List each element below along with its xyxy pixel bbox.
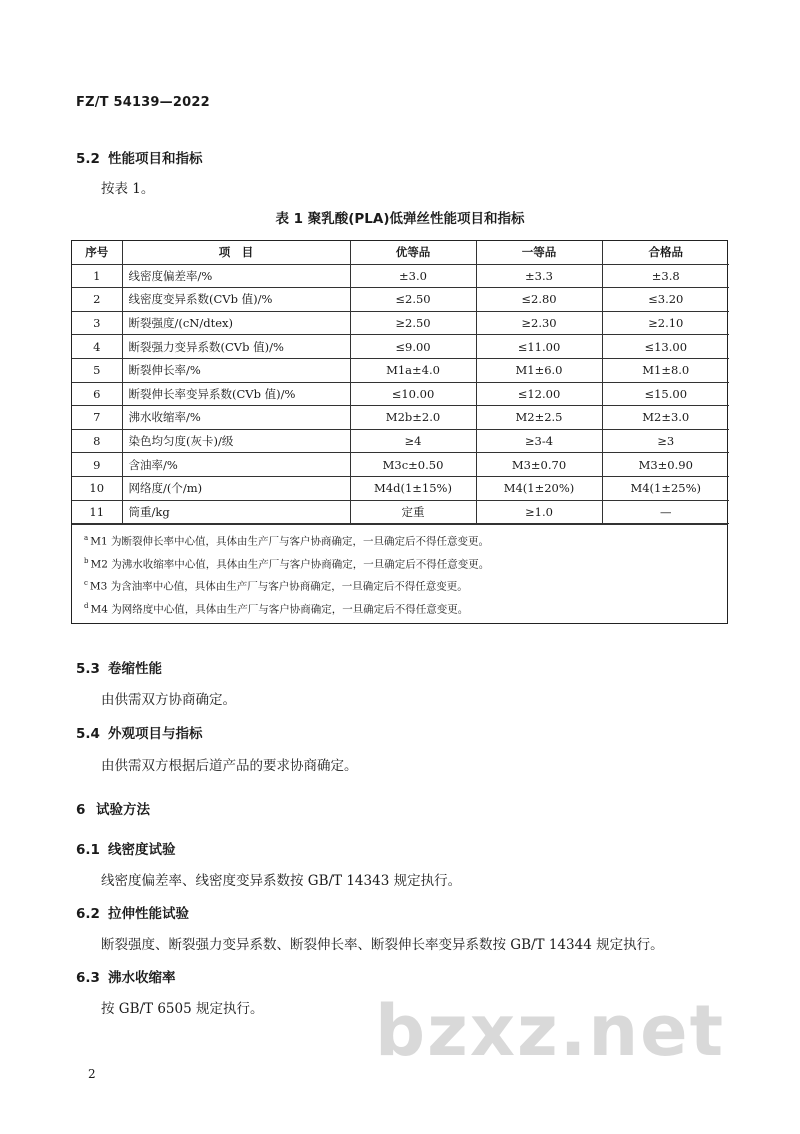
footnote (84, 574, 727, 597)
column-header: 合格品 (602, 241, 729, 264)
section-number: 5.3 (76, 661, 100, 677)
footnote-text: M4 为网络度中心值，具体由生产厂与客户协商确定，一旦确定后不得任意变更。 (90, 603, 469, 616)
value-cell: M2±3.0 (602, 406, 729, 430)
row-number-cell: 11 (72, 500, 122, 524)
table-row (72, 453, 729, 477)
column-header: 序号 (72, 241, 122, 264)
value-cell: ≥2.10 (602, 311, 729, 335)
value-cell: ±3.0 (350, 264, 476, 288)
section-title: 线密度试验 (108, 842, 176, 858)
value-cell: — (602, 500, 729, 524)
value-cell: ≤11.00 (476, 335, 602, 359)
row-number-cell: 1 (72, 264, 122, 288)
section-number: 5.2 (76, 151, 100, 167)
row-number-cell: 3 (72, 311, 122, 335)
row-number-cell: 6 (72, 382, 122, 406)
row-number-cell: 8 (72, 429, 122, 453)
section-body-6-3: 按 GB/T 6505 规定执行。 (101, 1001, 264, 1017)
section-number: 6.2 (76, 906, 100, 922)
item-cell: 断裂伸长率变异系数(CVb 值)/% (122, 382, 350, 406)
section-number: 6.3 (76, 970, 100, 986)
section-number: 6.1 (76, 842, 100, 858)
table-row (72, 311, 729, 335)
row-number-cell: 10 (72, 476, 122, 500)
section-body-5-3: 由供需双方协商确定。 (101, 692, 236, 708)
footnote (84, 552, 727, 575)
value-cell: ≤10.00 (350, 382, 476, 406)
item-cell: 含油率/% (122, 453, 350, 477)
footnote-text: M2 为沸水收缩率中心值，具体由生产厂与客户协商确定，一旦确定后不得任意变更。 (90, 558, 490, 571)
section-body-5-2: 按表 1。 (101, 181, 155, 197)
section-heading-5-2 (76, 147, 203, 167)
footnote (84, 529, 727, 552)
section-title: 性能项目和指标 (108, 151, 203, 167)
value-cell: M2±2.5 (476, 406, 602, 430)
value-cell: M1a±4.0 (350, 358, 476, 382)
standard-code: FZ/T 54139—2022 (76, 95, 210, 110)
value-cell: M3±0.70 (476, 453, 602, 477)
value-cell: ≤2.80 (476, 288, 602, 312)
section-body-6-2: 断裂强度、断裂强力变异系数、断裂伸长率、断裂伸长率变异系数按 GB/T 14344 规定执行。 (101, 937, 664, 953)
value-cell: ≥1.0 (476, 500, 602, 524)
section-title: 沸水收缩率 (108, 970, 176, 986)
section-heading-6-3 (76, 966, 176, 986)
value-cell: ≤2.50 (350, 288, 476, 312)
value-cell: M3±0.90 (602, 453, 729, 477)
table-row (72, 358, 729, 382)
table-footnotes (72, 524, 727, 623)
section-heading-6-1 (76, 838, 176, 858)
footnote-text: M3 为含油率中心值，具体由生产厂与客户协商确定，一旦确定后不得任意变更。 (89, 580, 468, 593)
value-cell: M2b±2.0 (350, 406, 476, 430)
column-header: 优等品 (350, 241, 476, 264)
value-cell: 定重 (350, 500, 476, 524)
table-row (72, 335, 729, 359)
section-heading-6-2 (76, 902, 189, 922)
item-cell: 线密度变异系数(CVb 值)/% (122, 288, 350, 312)
footnote-mark: a (84, 534, 89, 543)
table-row (72, 429, 729, 453)
section-body-6-1: 线密度偏差率、线密度变异系数按 GB/T 14343 规定执行。 (101, 873, 462, 889)
section-number: 5.4 (76, 726, 100, 742)
item-cell: 网络度/(个/m) (122, 476, 350, 500)
row-number-cell: 5 (72, 358, 122, 382)
value-cell: ≥4 (350, 429, 476, 453)
section-heading-6 (76, 798, 150, 818)
footnote-mark: d (84, 601, 89, 610)
footnote-mark: c (84, 579, 88, 588)
footnote-mark: b (84, 556, 89, 565)
section-number: 6 (76, 802, 86, 818)
table-row (72, 500, 729, 524)
value-cell: ≥3 (602, 429, 729, 453)
table-row (72, 288, 729, 312)
item-cell: 沸水收缩率/% (122, 406, 350, 430)
table-row (72, 476, 729, 500)
value-cell: ≤13.00 (602, 335, 729, 359)
section-heading-5-3 (76, 657, 162, 677)
section-title: 外观项目与指标 (108, 726, 203, 742)
value-cell: ≥3-4 (476, 429, 602, 453)
item-cell: 断裂伸长率/% (122, 358, 350, 382)
value-cell: M4(1±20%) (476, 476, 602, 500)
row-number-cell: 7 (72, 406, 122, 430)
value-cell: M4(1±25%) (602, 476, 729, 500)
value-cell: ≤12.00 (476, 382, 602, 406)
table-caption: 表 1 聚乳酸(PLA)低弹丝性能项目和指标 (275, 211, 525, 227)
row-number-cell: 4 (72, 335, 122, 359)
footnote-text: M1 为断裂伸长率中心值，具体由生产厂与客户协商确定，一旦确定后不得任意变更。 (90, 535, 489, 548)
section-title: 试验方法 (96, 802, 150, 818)
value-cell: ≥2.30 (476, 311, 602, 335)
item-cell: 断裂强力变异系数(CVb 值)/% (122, 335, 350, 359)
value-cell: M1±8.0 (602, 358, 729, 382)
section-title: 拉伸性能试验 (108, 906, 189, 922)
column-header: 一等品 (476, 241, 602, 264)
value-cell: ≤3.20 (602, 288, 729, 312)
value-cell: ±3.8 (602, 264, 729, 288)
row-number-cell: 2 (72, 288, 122, 312)
item-cell: 线密度偏差率/% (122, 264, 350, 288)
table-row (72, 264, 729, 288)
value-cell: ≤15.00 (602, 382, 729, 406)
footnote (84, 597, 727, 620)
section-title: 卷缩性能 (108, 661, 162, 677)
watermark: bzxz.net (375, 990, 726, 1072)
section-body-5-4: 由供需双方根据后道产品的要求协商确定。 (101, 758, 358, 774)
section-heading-5-4 (76, 722, 203, 742)
value-cell: M4d(1±15%) (350, 476, 476, 500)
value-cell: ±3.3 (476, 264, 602, 288)
value-cell: M1±6.0 (476, 358, 602, 382)
value-cell: M3c±0.50 (350, 453, 476, 477)
value-cell: ≥2.50 (350, 311, 476, 335)
item-cell: 染色均匀度(灰卡)/级 (122, 429, 350, 453)
table-row (72, 382, 729, 406)
row-number-cell: 9 (72, 453, 122, 477)
value-cell: ≤9.00 (350, 335, 476, 359)
table-row (72, 406, 729, 430)
page-number: 2 (88, 1067, 96, 1081)
performance-table (71, 240, 728, 624)
item-cell: 断裂强度/(cN/dtex) (122, 311, 350, 335)
table-header-row (72, 241, 729, 264)
item-cell: 筒重/kg (122, 500, 350, 524)
column-header: 项 目 (122, 241, 350, 264)
